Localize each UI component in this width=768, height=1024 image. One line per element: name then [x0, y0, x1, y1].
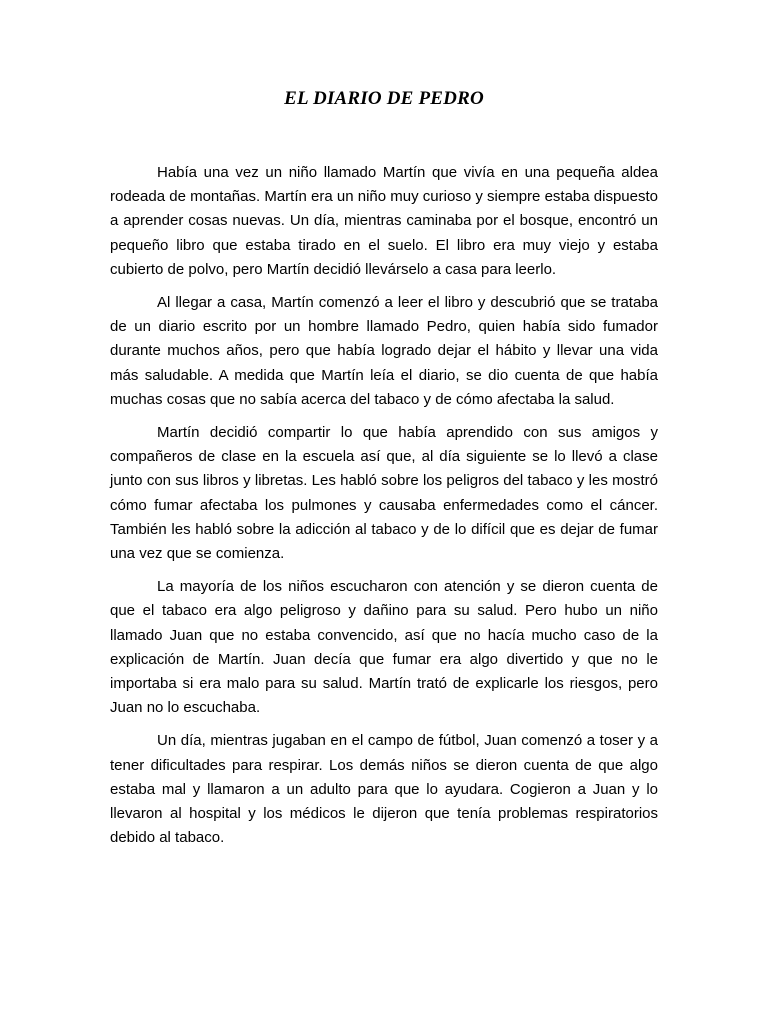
paragraph-1: Había una vez un niño llamado Martín que vivía en una pequeña aldea rodeada de montañas. Martín era un niño muy curioso y siempre estaba dispuesto a aprender cosas nuevas. Un día, mientras caminaba por el bosque, encontró un pequeño libro que estaba tirado en el suelo. El libro era muy viejo y estaba cubierto de polvo, pero Martín decidió llevárselo a casa para leerlo. [110, 164, 658, 278]
paragraph-3: Martín decidió compartir lo que había aprendido con sus amigos y compañeros de clase en la escuela así que, al día siguiente se lo llevó a clase junto con sus libros y libretas. Les habló sobre los peligros del tabaco y les mostró cómo fumar afectaba los pulmones y causaba enfermedades como el cáncer. También les habló sobre la adicción al tabaco y de lo difícil que es dejar de fumar una vez que se comienza. [110, 424, 658, 563]
document-body [110, 161, 658, 859]
paragraph-4: La mayoría de los niños escucharon con atención y se dieron cuenta de que el tabaco era algo peligroso y dañino para su salud. Pero hubo un niño llamado Juan que no estaba convencido, así que no hacía mucho caso de la explicación de Martín. Juan decía que fumar era algo divertido y que no le importaba si era malo para su salud. Martín trató de explicarle los riesgos, pero Juan no lo escuchaba. [110, 578, 658, 717]
document-title: EL DIARIO DE PEDRO [284, 88, 484, 109]
paragraph-5: Un día, mientras jugaban en el campo de fútbol, Juan comenzó a toser y a tener dificultades para respirar. Los demás niños se dieron cuenta de que algo estaba mal y llamaron a un adulto para que lo ayudara. Cogieron a Juan y lo llevaron al hospital y los médicos le dijeron que tenía problemas respiratorios debido al tabaco. [110, 732, 658, 847]
paragraph-2: Al llegar a casa, Martín comenzó a leer el libro y descubrió que se trataba de un diario escrito por un hombre llamado Pedro, quien había sido fumador durante muchos años, pero que había logrado dejar el hábito y llevar una vida más saludable. A medida que Martín leía el diario, se dio cuenta de que había muchas cosas que no sabía acerca del tabaco y de cómo afectaba la salud. [110, 294, 658, 408]
